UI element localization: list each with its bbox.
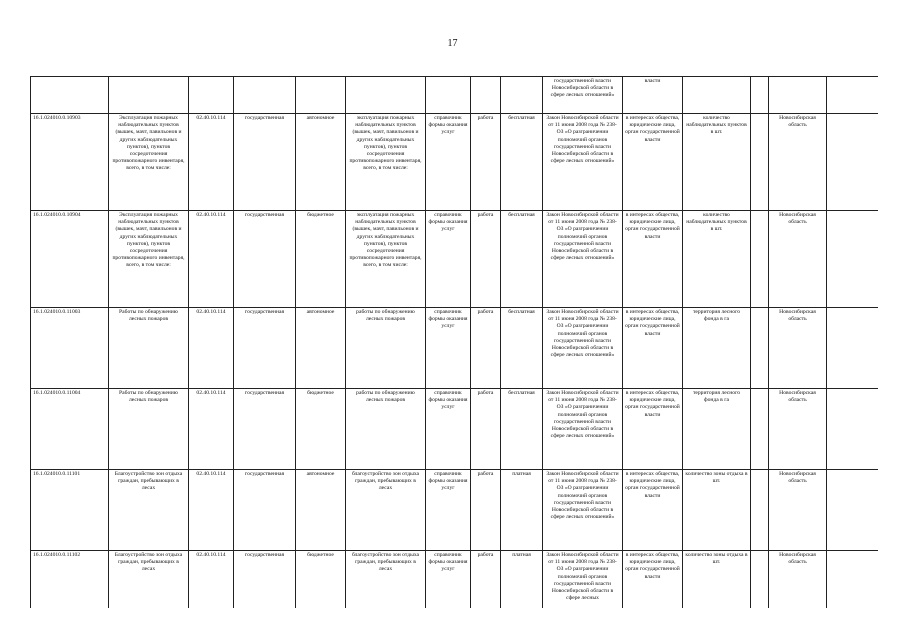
cell-institution: бюджетное (296, 551, 346, 609)
cell-recipients: в интересах общества, юридические лица, орган государственной власти (623, 211, 683, 308)
cell-content: работы по обнаружению лесных пожаров (346, 389, 426, 470)
cell-indicator: территория лесного фонда в га (683, 308, 751, 389)
cell-law: Закон Новосибирской области от 11 июня 2008 года № 238-ОЗ «О разграничении полномочий органов государственной власти Новосибирской области в сфере лесных отношений» (543, 114, 623, 211)
cell-code (31, 77, 109, 114)
cell-code: 16.1.024010.0.10904 (31, 211, 109, 308)
cell-institution: автономное (296, 470, 346, 551)
cell-kind: работа (471, 470, 501, 551)
cell-content: благоустройство зон отдыха граждан, пребывающих в лесах (346, 470, 426, 551)
cell-type: государственная (234, 211, 296, 308)
cell-name: Эксплуатация пожарных наблюдательных пунктов (вышек, мачт, павильонов и других наблюдательных пунктов), пунктов сосредоточения противопожарного инвентаря, всего, в том числе: (109, 114, 189, 211)
table-row (31, 211, 879, 308)
cell-indicator: количество наблюдательных пунктов в шт. (683, 211, 751, 308)
cell-name (109, 77, 189, 114)
cell-recipients: в интересах общества, юридические лица, орган государственной власти (623, 308, 683, 389)
cell-okved: 02.40.10.114 (189, 308, 234, 389)
cell-okved: 02.40.10.114 (189, 211, 234, 308)
cell-empty (827, 114, 879, 211)
cell-payment: бесплатная (501, 308, 543, 389)
cell-empty (827, 77, 879, 114)
cell-code: 16.1.024010.0.11003 (31, 308, 109, 389)
cell-region: Новосибирская область (769, 551, 827, 609)
table-row-continuation (31, 77, 879, 114)
cell-type: государственная (234, 114, 296, 211)
cell-empty (751, 551, 769, 609)
table-row (31, 470, 879, 551)
cell-empty (751, 389, 769, 470)
cell-recipients: в интересах общества, юридические лица, орган государственной власти (623, 114, 683, 211)
cell-name: Благоустройство зон отдыха граждан, пребывающих в лесах (109, 470, 189, 551)
cell-form: справочник формы оказания услуг (426, 551, 471, 609)
cell-form: справочник формы оказания услуг (426, 114, 471, 211)
cell-code: 16.1.024010.0.10903 (31, 114, 109, 211)
cell-region: Новосибирская область (769, 308, 827, 389)
cell-institution: автономное (296, 114, 346, 211)
cell-okved: 02.40.10.114 (189, 389, 234, 470)
cell-kind: работа (471, 389, 501, 470)
cell-content: эксплуатация пожарных наблюдательных пунктов (вышек, мачт, павильонов и других наблюдательных пунктов), пунктов сосредоточения противопожарного инвентаря, всего, в том числе: (346, 114, 426, 211)
cell-payment: платная (501, 551, 543, 609)
cell-content: работы по обнаружению лесных пожаров (346, 308, 426, 389)
cell-law: Закон Новосибирской области от 11 июня 2008 года № 238-ОЗ «О разграничении полномочий органов государственной власти Новосибирской области в сфере лесных отношений» (543, 308, 623, 389)
cell-code: 16.1.024010.0.11004 (31, 389, 109, 470)
cell-indicator: количество зоны отдыха в шт. (683, 470, 751, 551)
cell-region (769, 77, 827, 114)
cell-law: Закон Новосибирской области от 11 июня 2008 года № 238-ОЗ «О разграничении полномочий органов государственной власти Новосибирской области в сфере лесных отношений» (543, 470, 623, 551)
registry-table-body (31, 77, 879, 609)
cell-name: Работы по обнаружению лесных пожаров (109, 308, 189, 389)
cell-empty (827, 211, 879, 308)
cell-recipients: в интересах общества, юридические лица, орган государственной власти (623, 389, 683, 470)
cell-recipients: в интересах общества, юридические лица, орган государственной власти (623, 470, 683, 551)
cell-name: Работы по обнаружению лесных пожаров (109, 389, 189, 470)
cell-type: государственная (234, 389, 296, 470)
cell-payment (501, 77, 543, 114)
cell-type (234, 77, 296, 114)
cell-region: Новосибирская область (769, 211, 827, 308)
cell-type: государственная (234, 551, 296, 609)
table-row (31, 389, 879, 470)
table-row (31, 114, 879, 211)
cell-region: Новосибирская область (769, 470, 827, 551)
cell-payment: бесплатная (501, 211, 543, 308)
cell-okved: 02.40.10.114 (189, 551, 234, 609)
cell-form: справочник формы оказания услуг (426, 211, 471, 308)
cell-law: государственной власти Новосибирской области в сфере лесных отношений» (543, 77, 623, 114)
cell-empty (751, 211, 769, 308)
cell-code: 16.1.024010.0.11101 (31, 470, 109, 551)
cell-payment: бесплатная (501, 114, 543, 211)
cell-name: Эксплуатация пожарных наблюдательных пунктов (вышек, мачт, павильонов и других наблюдательных пунктов), пунктов сосредоточения противопожарного инвентаря, всего, в том числе: (109, 211, 189, 308)
cell-recipients: власти (623, 77, 683, 114)
cell-okved (189, 77, 234, 114)
cell-kind: работа (471, 114, 501, 211)
cell-okved: 02.40.10.114 (189, 114, 234, 211)
registry-table-container (30, 76, 878, 608)
table-row (31, 551, 879, 609)
cell-form (426, 77, 471, 114)
cell-type: государственная (234, 308, 296, 389)
cell-empty (827, 308, 879, 389)
cell-empty (751, 470, 769, 551)
cell-form: справочник формы оказания услуг (426, 389, 471, 470)
cell-form: справочник формы оказания услуг (426, 470, 471, 551)
cell-code: 16.1.024010.0.11102 (31, 551, 109, 609)
cell-law: Закон Новосибирской области от 11 июня 2008 года № 238-ОЗ «О разграничении полномочий органов государственной власти Новосибирской области в сфере лесных отношений» (543, 389, 623, 470)
cell-okved: 02.40.10.114 (189, 470, 234, 551)
cell-type: государственная (234, 470, 296, 551)
cell-kind: работа (471, 308, 501, 389)
cell-empty (751, 114, 769, 211)
cell-empty (827, 389, 879, 470)
cell-content (346, 77, 426, 114)
cell-empty (827, 470, 879, 551)
cell-institution (296, 77, 346, 114)
cell-indicator (683, 77, 751, 114)
cell-institution: бюджетное (296, 211, 346, 308)
page-number: 17 (447, 38, 458, 49)
cell-law: Закон Новосибирской области от 11 июня 2008 года № 238-ОЗ «О разграничении полномочий органов государственной власти Новосибирской области в сфере лесных отношений» (543, 211, 623, 308)
cell-kind: работа (471, 551, 501, 609)
cell-recipients: в интересах общества, юридические лица, орган государственной власти (623, 551, 683, 609)
table-row (31, 308, 879, 389)
cell-name: Благоустройство зон отдыха граждан, пребывающих в лесах (109, 551, 189, 609)
registry-table (30, 76, 878, 608)
cell-kind (471, 77, 501, 114)
cell-region: Новосибирская область (769, 389, 827, 470)
cell-kind: работа (471, 211, 501, 308)
cell-institution: бюджетное (296, 389, 346, 470)
cell-region: Новосибирская область (769, 114, 827, 211)
cell-indicator: территория лесного фонда в га (683, 389, 751, 470)
cell-indicator: количество наблюдательных пунктов в шт. (683, 114, 751, 211)
cell-empty (751, 77, 769, 114)
cell-payment: бесплатная (501, 389, 543, 470)
cell-indicator: количество зоны отдыха в шт. (683, 551, 751, 609)
cell-payment: платная (501, 470, 543, 551)
cell-empty (751, 308, 769, 389)
cell-content: благоустройство зон отдыха граждан, пребывающих в лесах (346, 551, 426, 609)
cell-content: эксплуатация пожарных наблюдательных пунктов (вышек, мачт, павильонов и других наблюдательных пунктов), пунктов сосредоточения противопожарного инвентаря, всего, в том числе: (346, 211, 426, 308)
cell-law: Закон Новосибирской области от 11 июня 2008 года № 238-ОЗ «О разграничении полномочий органов государственной власти Новосибирской области в сфере лесных (543, 551, 623, 609)
cell-empty (827, 551, 879, 609)
cell-institution: автономное (296, 308, 346, 389)
cell-form: справочник формы оказания услуг (426, 308, 471, 389)
